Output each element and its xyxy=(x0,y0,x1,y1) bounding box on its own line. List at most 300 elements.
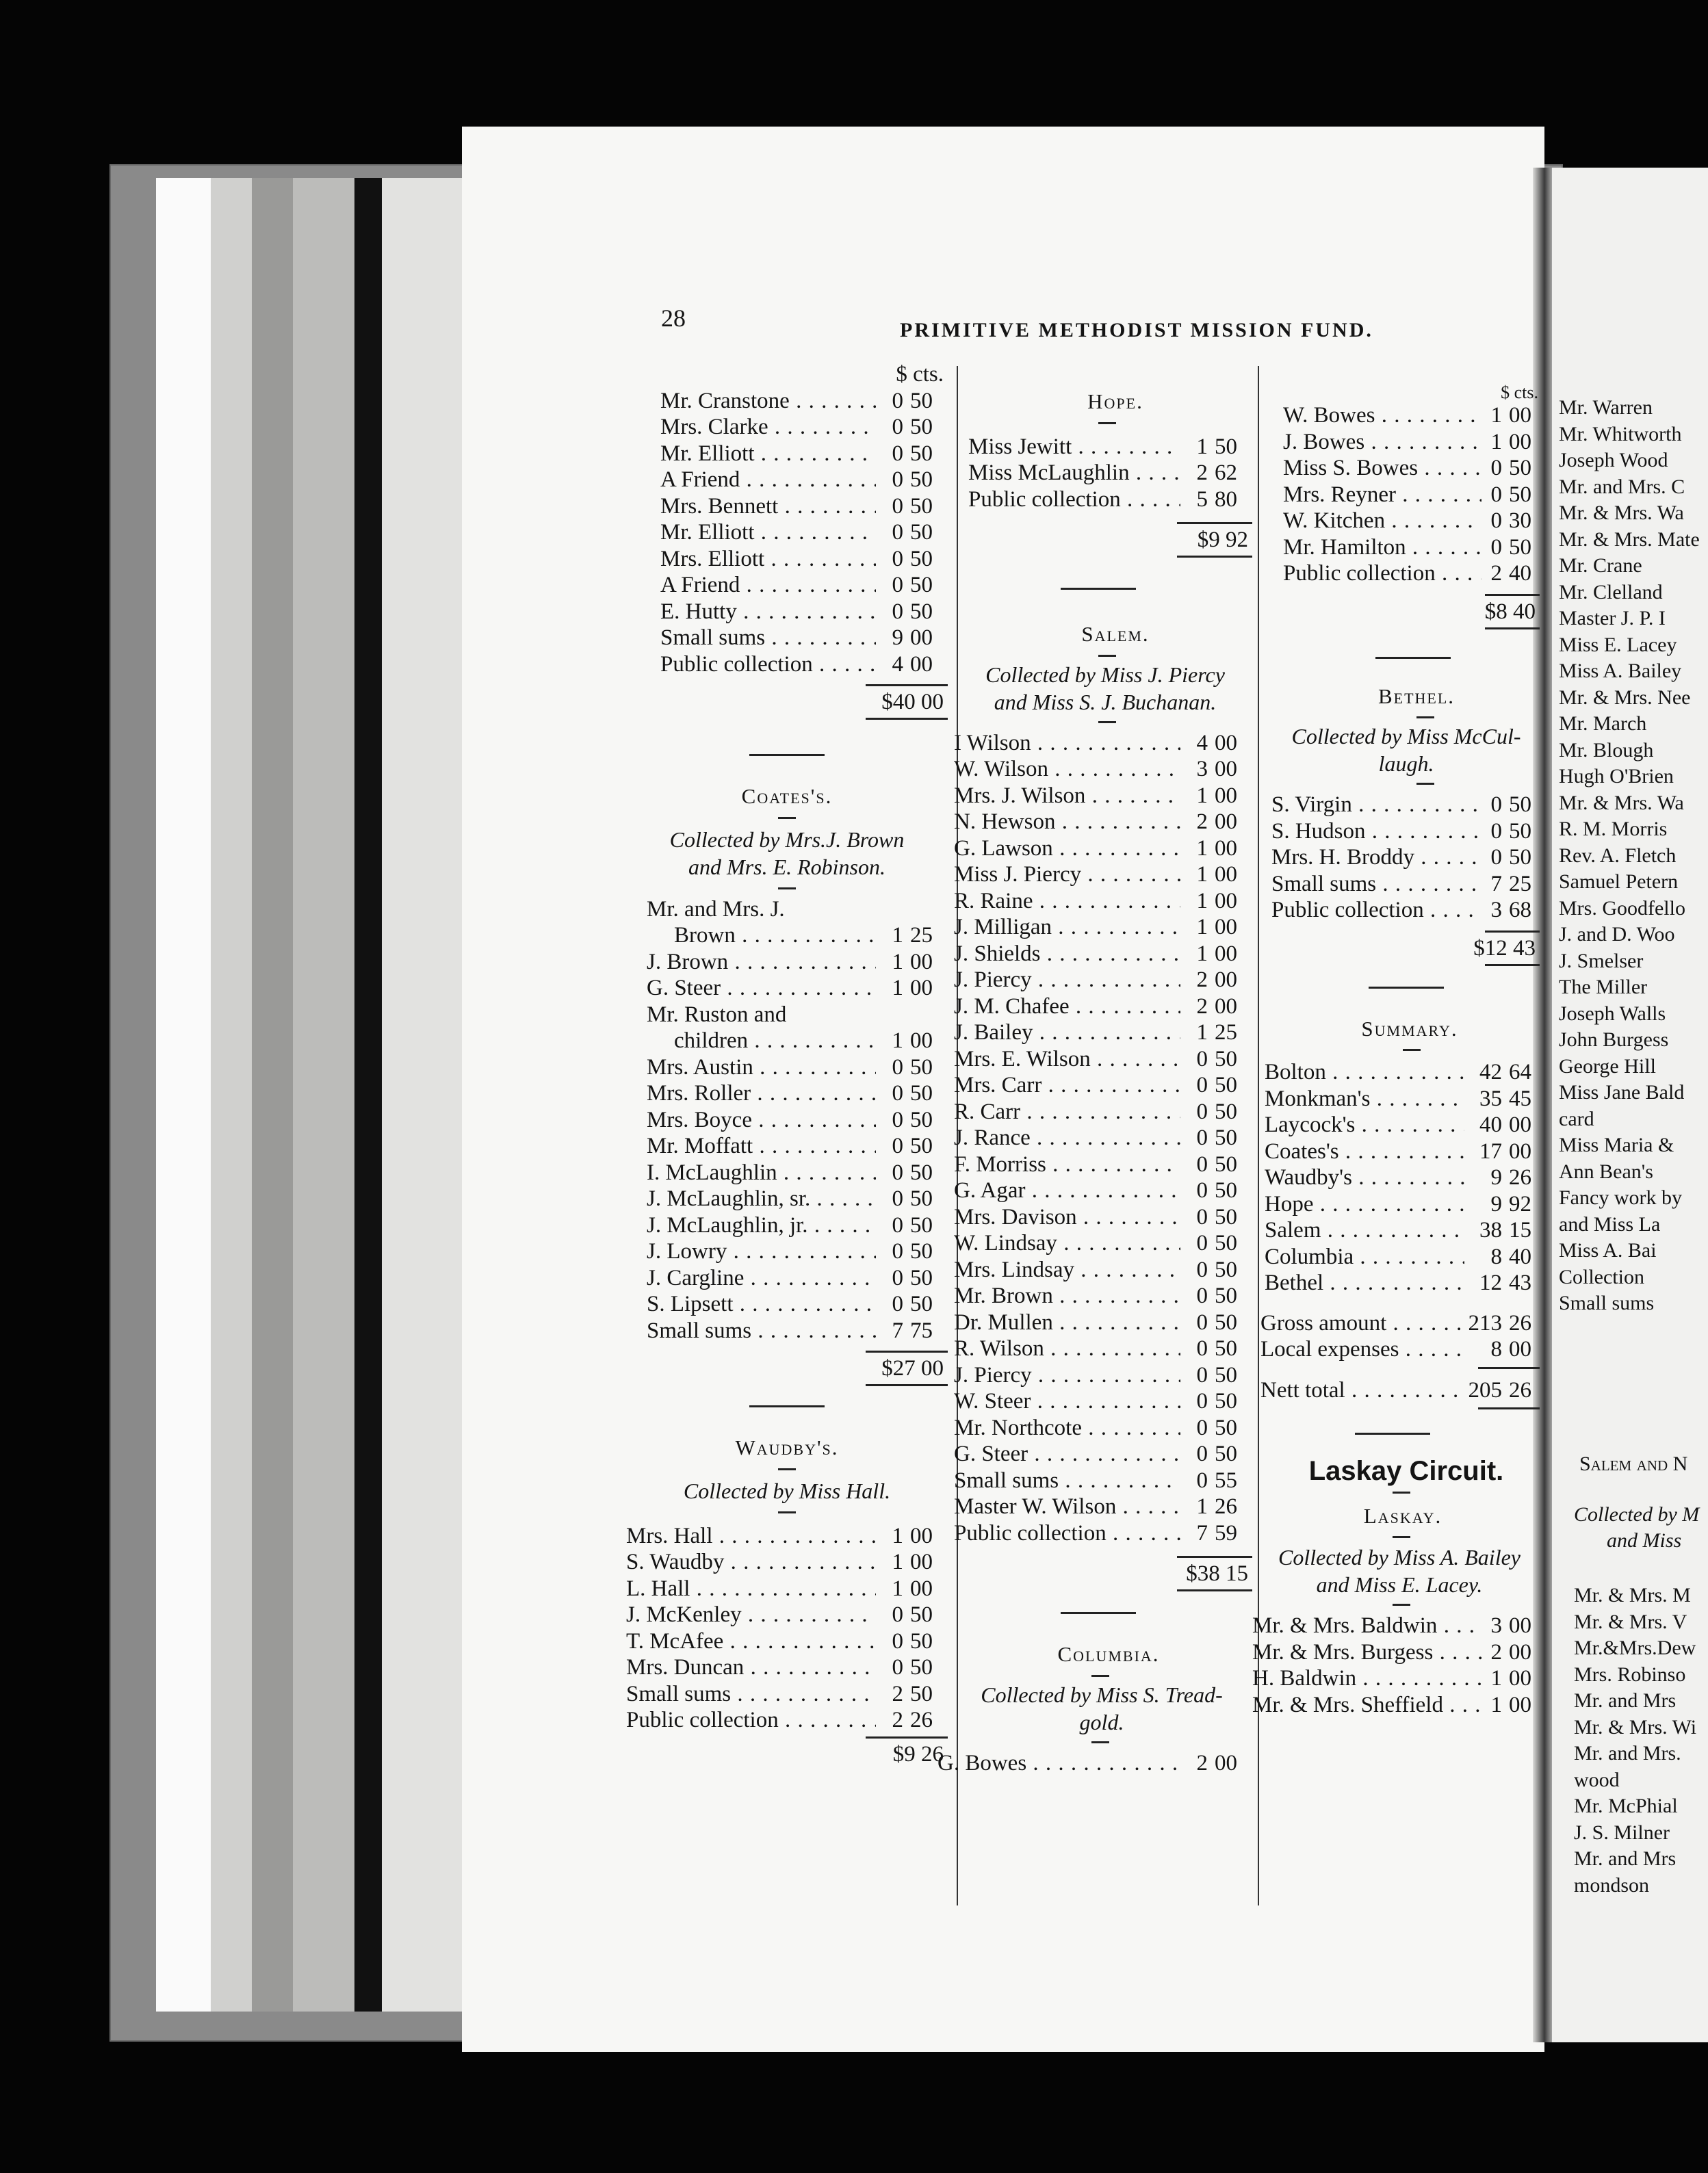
table-row xyxy=(954,1468,1252,1494)
amount-dollars: 9 xyxy=(892,625,903,650)
entry-name: J. Shields . . . xyxy=(954,941,1180,967)
entry-name: Small sums . . . xyxy=(647,1318,876,1344)
table-row xyxy=(660,572,948,599)
table-row xyxy=(1260,1310,1540,1337)
amount-cents: 50 xyxy=(910,1628,933,1654)
entry-name: Mrs. Lindsay . . . xyxy=(954,1257,1180,1284)
amount-dollars: 5 xyxy=(1196,486,1208,512)
entry-name: G. Agar . . . xyxy=(954,1177,1180,1204)
table-row xyxy=(954,967,1252,993)
table-row xyxy=(954,1019,1252,1046)
amount-cents: 50 xyxy=(910,1107,933,1132)
amount-dollars: 0 xyxy=(892,415,903,439)
amount-dollars: 1 xyxy=(1196,941,1208,966)
amount-cents: 50 xyxy=(910,1212,933,1238)
amount-dollars: 0 xyxy=(1196,1389,1208,1414)
entry-name: Hope . . . xyxy=(1265,1191,1464,1218)
collector-note: laugh. xyxy=(1378,751,1434,776)
amount-dollars: 0 xyxy=(892,1292,903,1316)
amount-dollars: 8 xyxy=(1490,1244,1502,1269)
amount-cents: 00 xyxy=(910,1576,933,1601)
amount-dollars: 1 xyxy=(1196,835,1208,861)
facing-page-line: Mrs. Goodfello xyxy=(1559,896,1685,920)
amount-cents: 50 xyxy=(910,493,933,519)
heading-dash xyxy=(778,1511,796,1513)
table-row xyxy=(954,1520,1252,1547)
amount-cents: 50 xyxy=(1215,1125,1237,1150)
entry-name: Small sums . . . xyxy=(1271,871,1481,898)
facing-page-line: Miss A. Bailey xyxy=(1559,660,1682,682)
amount-dollars: 1 xyxy=(1196,862,1208,887)
column-1 xyxy=(626,361,948,1770)
table-row xyxy=(954,1388,1252,1415)
facing-page-line: Master J. P. I xyxy=(1559,607,1666,629)
amount-cents: 40 xyxy=(1509,1244,1531,1269)
facing-page-line: Mr. Blough xyxy=(1559,738,1654,762)
entry-name: Mr. Northcote . . . xyxy=(954,1415,1180,1442)
amount-cents: 00 xyxy=(1509,403,1531,428)
amount-cents: 26 xyxy=(1215,1494,1237,1519)
entry-name: Laycock's . . . xyxy=(1265,1112,1464,1138)
amount-cents: 00 xyxy=(1509,1337,1531,1362)
table-row xyxy=(954,861,1252,888)
amount-dollars: 0 xyxy=(892,1054,903,1080)
facing-page-line: George Hill xyxy=(1559,1054,1656,1078)
amount-cents: 26 xyxy=(1509,1165,1531,1190)
table-row xyxy=(954,730,1252,757)
entry-name: Public collection . . . xyxy=(954,1520,1180,1547)
entry-name: S. Waudby . . . xyxy=(626,1549,876,1576)
summary-list xyxy=(1252,1377,1540,1404)
amount-dollars: 0 xyxy=(892,1160,903,1185)
facing-page-line: Mr. Clelland xyxy=(1559,580,1663,603)
entry-name: J. Bailey . . . xyxy=(954,1019,1180,1046)
amount-cents: 50 xyxy=(1509,482,1531,507)
column-2 xyxy=(937,389,1252,1776)
table-row xyxy=(1265,1217,1540,1244)
amount-cents: 26 xyxy=(1509,1377,1531,1403)
entry-name: Mrs. Hall . . . xyxy=(626,1523,876,1550)
table-row xyxy=(647,1212,948,1239)
facing-page-line: Ann Bean's xyxy=(1559,1160,1653,1183)
table-row xyxy=(647,1160,948,1186)
table-row xyxy=(1283,429,1540,456)
table-row xyxy=(660,493,948,520)
amount-dollars: 0 xyxy=(1196,1362,1208,1388)
amount-dollars: 0 xyxy=(1196,1284,1208,1308)
amount-cents: 00 xyxy=(1215,1750,1237,1775)
entry-name: Monkman's . . . xyxy=(1265,1086,1464,1112)
collector-note: gold. xyxy=(1079,1709,1124,1734)
amount-cents: 00 xyxy=(910,949,933,974)
amount-dollars xyxy=(876,1002,903,1028)
amount-cents: 50 xyxy=(910,1292,933,1316)
amount-cents: 00 xyxy=(1215,809,1237,834)
amount-dollars: 2 xyxy=(1196,809,1208,834)
facing-page-line: J. and D. Woo xyxy=(1559,923,1675,946)
collector-note: Collected by Miss A. Bailey xyxy=(1278,1545,1521,1570)
amount-dollars: 2 xyxy=(1490,561,1502,586)
amount-cents: 50 xyxy=(1215,1046,1237,1071)
heading-dash xyxy=(778,887,796,889)
facing-page-line: Small sums xyxy=(1559,1292,1655,1314)
table-row xyxy=(1252,1665,1540,1692)
table-row xyxy=(954,1046,1252,1073)
table-row xyxy=(1271,818,1540,845)
donation-list xyxy=(1252,1613,1540,1718)
section-heading-coates: Coates's. xyxy=(741,784,833,808)
facing-page-line: Fancy work by xyxy=(1559,1186,1682,1209)
table-row xyxy=(954,1415,1252,1442)
amount-dollars: 0 xyxy=(892,1655,903,1680)
amount-dollars: 2 xyxy=(892,1708,903,1732)
table-row xyxy=(1265,1270,1540,1297)
facing-page xyxy=(1552,168,1708,2042)
facing-page-line: Mr.&Mrs.Dew xyxy=(1574,1637,1696,1659)
table-row xyxy=(626,1576,948,1602)
table-row xyxy=(954,783,1252,809)
amount-dollars: 3 xyxy=(1490,1613,1502,1638)
entry-name: Coates's . . . xyxy=(1265,1138,1464,1165)
table-row xyxy=(626,1654,948,1681)
entry-name: Mrs. J. Wilson . . . xyxy=(954,783,1180,809)
entry-name: Dr. Mullen . . . xyxy=(954,1310,1180,1336)
donation-list xyxy=(937,1750,1252,1777)
table-row xyxy=(1265,1244,1540,1271)
table-row xyxy=(1265,1191,1540,1218)
amount-dollars: 2 xyxy=(892,1681,903,1706)
facing-page-line: Samuel Petern xyxy=(1559,870,1679,893)
entry-name: Mr. Elliott . . . xyxy=(660,519,876,546)
amount-dollars: 0 xyxy=(1196,1336,1208,1361)
facing-page-line: Mr. & Mrs. M xyxy=(1574,1584,1691,1606)
entry-name: Salem . . . xyxy=(1265,1217,1464,1244)
amount-cents: 50 xyxy=(1215,1415,1237,1440)
entry-name: Mr. Brown . . . xyxy=(954,1283,1180,1310)
entry-name: G. Steer . . . xyxy=(954,1441,1180,1468)
amount-dollars: 1 xyxy=(892,1523,903,1548)
amount-cents: 50 xyxy=(1215,1204,1237,1229)
section-total: $9 26 xyxy=(892,1741,944,1767)
amount-dollars: 7 xyxy=(892,1318,903,1343)
table-row xyxy=(647,1054,948,1081)
amount-dollars: 8 xyxy=(1490,1337,1502,1362)
amount-cents: 00 xyxy=(1215,915,1237,939)
entry-name: Mr. Moffatt . . . xyxy=(647,1133,876,1160)
facing-page-line: John Burgess xyxy=(1559,1028,1669,1051)
amount-cents: 15 xyxy=(1509,1218,1531,1242)
table-row xyxy=(626,1707,948,1734)
facing-page-line: Miss Maria & xyxy=(1559,1134,1674,1156)
entry-name: J. McLaughlin, sr. . . . xyxy=(647,1186,876,1212)
heading-dash xyxy=(1091,1675,1109,1677)
amount-dollars: 1 xyxy=(892,949,903,974)
page-edges xyxy=(211,178,252,2012)
entry-name: Public collection . . . xyxy=(660,651,876,678)
entry-name: Small sums . . . xyxy=(660,625,876,651)
collector-note: Collected by Miss S. Tread- xyxy=(981,1682,1223,1707)
amount-dollars: 17 xyxy=(1479,1138,1502,1164)
amount-cents: 00 xyxy=(910,1523,933,1548)
amount-cents: 26 xyxy=(1509,1310,1531,1336)
amount-dollars: 0 xyxy=(1196,1468,1208,1493)
entry-name: Miss J. Piercy . . . xyxy=(954,861,1180,888)
table-row xyxy=(660,467,948,493)
donation-list xyxy=(626,388,948,678)
summary-list xyxy=(1252,1310,1540,1363)
entry-name: J. Lowry . . . xyxy=(647,1238,876,1265)
entry-name: G. Lawson . . . xyxy=(954,835,1180,862)
table-row xyxy=(954,941,1252,967)
table-row xyxy=(626,1602,948,1628)
facing-page-line: Joseph Wood xyxy=(1559,449,1668,471)
table-row xyxy=(1283,534,1540,561)
table-row xyxy=(954,1283,1252,1310)
collector-note: and Miss S. J. Buchanan. xyxy=(994,689,1217,714)
entry-name: W. Kitchen . . . xyxy=(1283,508,1481,534)
table-row xyxy=(968,434,1252,460)
entry-name: Mrs. Bennett . . . xyxy=(660,493,876,520)
entry-name: Small sums . . . xyxy=(954,1468,1180,1494)
amount-cents: 50 xyxy=(910,441,933,466)
amount-cents: 00 xyxy=(910,625,933,650)
table-row xyxy=(954,835,1252,862)
table-row xyxy=(647,949,948,976)
amount-dollars: 38 xyxy=(1479,1218,1502,1242)
amount-dollars: 35 xyxy=(1479,1086,1502,1111)
amount-dollars: 1 xyxy=(1490,429,1502,454)
amount-cents: 50 xyxy=(1215,1257,1237,1282)
entry-name: Public collection . . . xyxy=(626,1707,876,1734)
amount-cents: 43 xyxy=(1509,1271,1531,1295)
amount-dollars: 0 xyxy=(1490,534,1502,560)
amount-cents: 25 xyxy=(1509,871,1531,896)
entry-name: J. Bowes . . . xyxy=(1283,429,1481,456)
table-row xyxy=(1271,897,1540,924)
amount-dollars: 0 xyxy=(892,1186,903,1211)
facing-page-line: Mr. and Mrs. C xyxy=(1559,475,1685,498)
amount-dollars: 0 xyxy=(1196,1178,1208,1203)
table-row xyxy=(1265,1138,1540,1165)
section-total: $8 40 xyxy=(1484,599,1536,624)
page-number: 28 xyxy=(661,304,686,332)
amount-dollars: 1 xyxy=(1196,915,1208,939)
table-row xyxy=(954,888,1252,915)
amount-cents: 50 xyxy=(1215,1231,1237,1255)
facing-page-line: R. M. Morris xyxy=(1559,818,1668,840)
amount-cents: 00 xyxy=(910,1028,933,1053)
amount-dollars: 7 xyxy=(1490,871,1502,896)
amount-dollars: 0 xyxy=(1196,1310,1208,1335)
amount-cents: 00 xyxy=(910,976,933,1000)
table-row xyxy=(1283,455,1540,482)
entry-name: L. Hall . . . xyxy=(626,1576,876,1602)
entry-name: Gross amount . . . xyxy=(1260,1310,1464,1337)
amount-cents: 00 xyxy=(1215,888,1237,913)
amount-cents: 64 xyxy=(1509,1060,1531,1084)
amount-dollars: 0 xyxy=(1196,1231,1208,1255)
table-row xyxy=(954,1230,1252,1257)
entry-name: Mrs. Davison . . . xyxy=(954,1204,1180,1231)
table-row xyxy=(968,460,1252,486)
entry-name: Columbia . . . xyxy=(1265,1244,1464,1271)
table-row xyxy=(954,756,1252,783)
heading-dash xyxy=(1416,783,1434,785)
amount-cents: 00 xyxy=(1215,993,1237,1019)
amount-dollars: 2 xyxy=(1196,967,1208,992)
facing-page-line: Miss E. Lacey xyxy=(1559,633,1677,656)
facing-page-line: Mr. & Mrs. V xyxy=(1574,1610,1687,1633)
amount-dollars: 0 xyxy=(892,1107,903,1132)
entry-name: I. McLaughlin . . . xyxy=(647,1160,876,1186)
entry-name: Mr. Hamilton . . . xyxy=(1283,534,1481,561)
facing-page-line: Miss A. Bai xyxy=(1559,1239,1657,1262)
amount-cents: 50 xyxy=(910,388,933,413)
entry-name: E. Hutty . . . xyxy=(660,599,876,625)
amount-cents: 50 xyxy=(1215,1284,1237,1308)
amount-dollars: 0 xyxy=(892,467,903,492)
page-edges xyxy=(156,178,211,2012)
amount-dollars: 0 xyxy=(1196,1073,1208,1097)
section-total: $27 00 xyxy=(881,1356,944,1381)
currency-header: $ cts. xyxy=(1501,382,1538,402)
table-row xyxy=(1271,871,1540,898)
column-3 xyxy=(1252,383,1540,1718)
entry-name: Public collection . . . xyxy=(1283,560,1481,587)
entry-name: F. Morriss . . . xyxy=(954,1151,1180,1178)
collector-note: Collected by Miss Hall. xyxy=(683,1478,891,1503)
amount-dollars: 0 xyxy=(1196,1151,1208,1177)
entry-name: J. Brown . . . xyxy=(647,949,876,976)
table-row xyxy=(626,1681,948,1708)
entry-name: T. McAfee . . . xyxy=(626,1628,876,1655)
amount-dollars: 0 xyxy=(1490,845,1502,870)
facing-page-line: The Miller xyxy=(1559,976,1648,998)
section-total: $40 00 xyxy=(881,690,944,714)
amount-dollars: 0 xyxy=(892,1212,903,1238)
amount-cents: 50 xyxy=(910,1655,933,1680)
entry-name: Mr. Ruston and xyxy=(647,1002,787,1027)
table-row xyxy=(954,1441,1252,1468)
amount-cents: 00 xyxy=(1215,783,1237,808)
amount-dollars: 0 xyxy=(1196,1442,1208,1466)
facing-page-line: card xyxy=(1559,1107,1594,1130)
amount-cents: 00 xyxy=(910,1550,933,1574)
facing-page-line: mondson xyxy=(1574,1873,1650,1897)
amount-cents: 75 xyxy=(910,1318,933,1343)
amount-cents: 00 xyxy=(1509,1613,1531,1638)
facing-page-line: J. Smelser xyxy=(1559,949,1644,972)
facing-page-line: Mr. and Mrs xyxy=(1574,1847,1677,1870)
collector-note: and Miss xyxy=(1607,1529,1682,1552)
entry-name: Local expenses . . . xyxy=(1260,1336,1464,1363)
amount-cents: 26 xyxy=(910,1708,933,1732)
facing-page-line: Collection xyxy=(1559,1265,1644,1288)
table-row xyxy=(660,441,948,467)
entry-name: G. Steer . . . xyxy=(647,975,876,1002)
table-row xyxy=(1265,1059,1540,1086)
facing-page-line: Mr. & Mrs. Mate xyxy=(1559,528,1700,551)
amount-cents: 50 xyxy=(1509,818,1531,844)
facing-page-line: Miss Jane Bald xyxy=(1559,1081,1685,1104)
facing-page-line: Mr. & Mrs. Wi xyxy=(1574,1715,1697,1739)
table-row xyxy=(954,1151,1252,1178)
entry-name: Miss S. Bowes . . . xyxy=(1283,455,1481,482)
entry-name: Bethel . . . xyxy=(1265,1270,1464,1297)
table-row xyxy=(954,1204,1252,1231)
amount-cents: 00 xyxy=(910,651,933,677)
amount-dollars: 0 xyxy=(892,546,903,571)
table-row xyxy=(647,1186,948,1212)
table-row xyxy=(660,388,948,415)
facing-page-line: Mr. Warren xyxy=(1559,396,1653,419)
amount-cents: 50 xyxy=(910,546,933,571)
heading-dash xyxy=(1393,1492,1410,1494)
amount-cents: 50 xyxy=(1215,1362,1237,1388)
amount-cents: 00 xyxy=(1215,941,1237,966)
entry-name: W. Bowes . . . xyxy=(1283,402,1481,429)
heading-dash xyxy=(778,1468,796,1470)
amount-dollars: 3 xyxy=(1196,757,1208,781)
amount-cents: 50 xyxy=(910,1239,933,1264)
facing-page-line: Mr. & Mrs. Wa xyxy=(1559,791,1684,814)
amount-dollars: 4 xyxy=(1196,730,1208,755)
amount-cents: 50 xyxy=(910,573,933,597)
amount-cents: 55 xyxy=(1215,1468,1237,1493)
summary-list xyxy=(1252,1059,1540,1297)
section-total: $38 15 xyxy=(1186,1561,1248,1586)
entry-name: H. Baldwin . . . xyxy=(1252,1665,1481,1692)
heading-dash xyxy=(778,817,796,819)
table-row xyxy=(647,1107,948,1134)
amount-cents: 50 xyxy=(910,1160,933,1185)
table-row xyxy=(647,1238,948,1265)
amount-dollars: 7 xyxy=(1196,1520,1208,1546)
table-row xyxy=(954,1336,1252,1362)
amount-dollars: 1 xyxy=(892,976,903,1000)
amount-dollars: 0 xyxy=(1490,456,1502,480)
table-row xyxy=(968,486,1252,513)
amount-cents: 50 xyxy=(1215,1099,1237,1124)
table-row xyxy=(626,1523,948,1550)
amount-dollars: 9 xyxy=(1490,1165,1502,1190)
facing-page-list xyxy=(1559,395,1700,1317)
amount-cents: 50 xyxy=(910,415,933,439)
entry-name: J. McKenley . . . xyxy=(626,1602,876,1628)
facing-page-line: Mr. and Mrs. xyxy=(1574,1742,1681,1765)
amount-cents: 45 xyxy=(1509,1086,1531,1111)
section-heading-laskay: Laskay. xyxy=(1363,1503,1442,1528)
facing-page-line: Mr. Crane xyxy=(1559,554,1642,577)
entry-name: Mr. Cranstone . . . xyxy=(660,388,876,415)
amount-cents: 30 xyxy=(1509,508,1531,533)
amount-dollars: 4 xyxy=(892,651,903,677)
section-heading-waudby: Waudby's. xyxy=(735,1435,839,1459)
amount-dollars: 1 xyxy=(1490,403,1502,428)
entry-name: G. Bowes . . . xyxy=(937,1750,1180,1777)
amount-dollars: 0 xyxy=(892,1239,903,1264)
table-row xyxy=(1283,482,1540,508)
amount-dollars: 3 xyxy=(1490,898,1502,922)
table-row xyxy=(1265,1164,1540,1191)
amount-cents: 00 xyxy=(1509,1666,1531,1691)
amount-cents: 50 xyxy=(1509,845,1531,870)
entry-name: Brown . . . xyxy=(647,922,876,949)
amount-dollars: 0 xyxy=(1490,818,1502,844)
amount-dollars: 0 xyxy=(892,441,903,466)
table-row xyxy=(954,914,1252,941)
amount-dollars xyxy=(876,896,903,923)
